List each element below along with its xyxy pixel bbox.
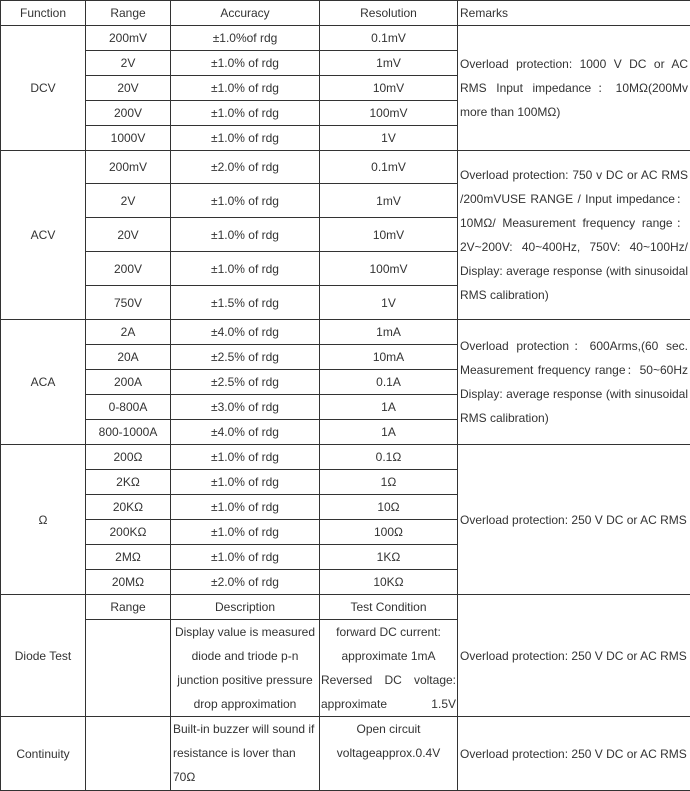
- range-cell: 750V: [86, 286, 171, 320]
- accuracy-cell: ±1.0% of rdg: [171, 51, 320, 76]
- resolution-cell: 1mA: [320, 320, 458, 345]
- header-remarks: Remarks: [458, 1, 690, 26]
- accuracy-cell: ±1.0% of rdg: [171, 520, 320, 545]
- range-cell: 200Ω: [86, 445, 171, 470]
- resolution-cell: 1mV: [320, 51, 458, 76]
- function-ohm: Ω: [1, 445, 86, 595]
- remarks-dcv: Overload protection: 1000 V DC or AC RMS Input impedance：10MΩ(200Mv more than 100MΩ): [458, 26, 690, 151]
- function-acv: ACV: [1, 151, 86, 320]
- resolution-cell: 100mV: [320, 101, 458, 126]
- diode-subheader-row: [1, 595, 690, 620]
- accuracy-cell: ±1.0% of rdg: [171, 495, 320, 520]
- accuracy-cell: ±1.0% of rdg: [171, 126, 320, 151]
- resolution-cell: 1A: [320, 420, 458, 445]
- diode-condition-reversed: Reversed DC voltage: approximate 1.5V: [321, 673, 456, 711]
- remarks-acv: Overload protection: 750 v DC or AC RMS /200mVUSE RANGE / Input impedance：10MΩ/ Measurement frequency range：2V~200V: 40~400Hz, 750V: 40~100Hz/ Display: average response (with sinusoidal RMS calibration): [458, 151, 690, 320]
- accuracy-cell: ±1.0% of rdg: [171, 76, 320, 101]
- range-cell: 1000V: [86, 126, 171, 151]
- range-cell: 200A: [86, 370, 171, 395]
- function-diode-test: Diode Test: [1, 595, 86, 717]
- accuracy-cell: ±2.5% of rdg: [171, 370, 320, 395]
- header-row: [1, 1, 690, 26]
- continuity-test-condition: Open circuit voltageapprox.0.4V: [320, 717, 458, 791]
- accuracy-cell: ±1.0% of rdg: [171, 218, 320, 252]
- resolution-cell: 100Ω: [320, 520, 458, 545]
- range-cell: 200V: [86, 101, 171, 126]
- range-cell: 20KΩ: [86, 495, 171, 520]
- range-cell: 2KΩ: [86, 470, 171, 495]
- function-continuity: Continuity: [1, 717, 86, 791]
- table-row: [1, 26, 690, 51]
- accuracy-cell: ±4.0% of rdg: [171, 420, 320, 445]
- resolution-cell: 10mV: [320, 76, 458, 101]
- accuracy-cell: ±1.0% of rdg: [171, 470, 320, 495]
- diode-condition-forward: forward DC current: approximate 1mA: [336, 625, 441, 663]
- header-function: Function: [1, 1, 86, 26]
- range-cell: 800-1000A: [86, 420, 171, 445]
- resolution-cell: 1V: [320, 286, 458, 320]
- resolution-cell: 0.1mV: [320, 26, 458, 51]
- table-row: [1, 717, 690, 791]
- range-cell: 2V: [86, 51, 171, 76]
- diode-test-condition: [320, 620, 458, 717]
- accuracy-cell: ±3.0% of rdg: [171, 395, 320, 420]
- diode-range-empty: [86, 620, 171, 717]
- accuracy-cell: ±4.0% of rdg: [171, 320, 320, 345]
- header-accuracy: Accuracy: [171, 1, 320, 26]
- function-dcv: DCV: [1, 26, 86, 151]
- range-cell: 2V: [86, 184, 171, 218]
- resolution-cell: 10KΩ: [320, 570, 458, 595]
- resolution-cell: 0.1mV: [320, 151, 458, 184]
- resolution-cell: 0.1Ω: [320, 445, 458, 470]
- resolution-cell: 10Ω: [320, 495, 458, 520]
- resolution-cell: 1mV: [320, 184, 458, 218]
- accuracy-cell: ±2.0% of rdg: [171, 570, 320, 595]
- resolution-cell: 1Ω: [320, 470, 458, 495]
- accuracy-cell: ±1.5% of rdg: [171, 286, 320, 320]
- diode-description: Display value is measured diode and triode p-n junction positive pressure drop approximation: [171, 620, 320, 717]
- accuracy-cell: ±2.0% of rdg: [171, 151, 320, 184]
- accuracy-cell: ±1.0%of rdg: [171, 26, 320, 51]
- accuracy-cell: ±2.5% of rdg: [171, 345, 320, 370]
- table-row: [1, 151, 690, 184]
- remarks-aca: Overload protection：600Arms,(60 sec. Measurement frequency range：50~60Hz Display: average response (with sinusoidal RMS calibration): [458, 320, 690, 445]
- accuracy-cell: ±1.0% of rdg: [171, 184, 320, 218]
- header-resolution: Resolution: [320, 1, 458, 26]
- continuity-description: Built-in buzzer will sound if resistance is lover than 70Ω: [171, 717, 320, 791]
- accuracy-cell: ±1.0% of rdg: [171, 101, 320, 126]
- accuracy-cell: ±1.0% of rdg: [171, 545, 320, 570]
- header-range: Range: [86, 1, 171, 26]
- resolution-cell: 100mV: [320, 252, 458, 286]
- resolution-cell: 1A: [320, 395, 458, 420]
- resolution-cell: 1V: [320, 126, 458, 151]
- resolution-cell: 1KΩ: [320, 545, 458, 570]
- range-cell: 20MΩ: [86, 570, 171, 595]
- range-cell: 2MΩ: [86, 545, 171, 570]
- remarks-continuity: Overload protection: 250 V DC or AC RMS: [458, 717, 690, 791]
- range-cell: 0-800A: [86, 395, 171, 420]
- range-cell: 200KΩ: [86, 520, 171, 545]
- range-cell: 20A: [86, 345, 171, 370]
- function-aca: ACA: [1, 320, 86, 445]
- remarks-ohm: Overload protection: 250 V DC or AC RMS: [458, 445, 690, 595]
- remarks-diode: Overload protection: 250 V DC or AC RMS: [458, 595, 690, 717]
- range-cell: 200V: [86, 252, 171, 286]
- range-cell: 2A: [86, 320, 171, 345]
- continuity-range-empty: [86, 717, 171, 791]
- table-row: [1, 445, 690, 470]
- range-cell: 20V: [86, 218, 171, 252]
- resolution-cell: 0.1A: [320, 370, 458, 395]
- accuracy-cell: ±1.0% of rdg: [171, 252, 320, 286]
- diode-header-description: Description: [171, 595, 320, 620]
- accuracy-cell: ±1.0% of rdg: [171, 445, 320, 470]
- diode-header-range: Range: [86, 595, 171, 620]
- diode-header-test-condition: Test Condition: [320, 595, 458, 620]
- resolution-cell: 10mA: [320, 345, 458, 370]
- range-cell: 20V: [86, 76, 171, 101]
- resolution-cell: 10mV: [320, 218, 458, 252]
- range-cell: 200mV: [86, 26, 171, 51]
- range-cell: 200mV: [86, 151, 171, 184]
- table-row: [1, 320, 690, 345]
